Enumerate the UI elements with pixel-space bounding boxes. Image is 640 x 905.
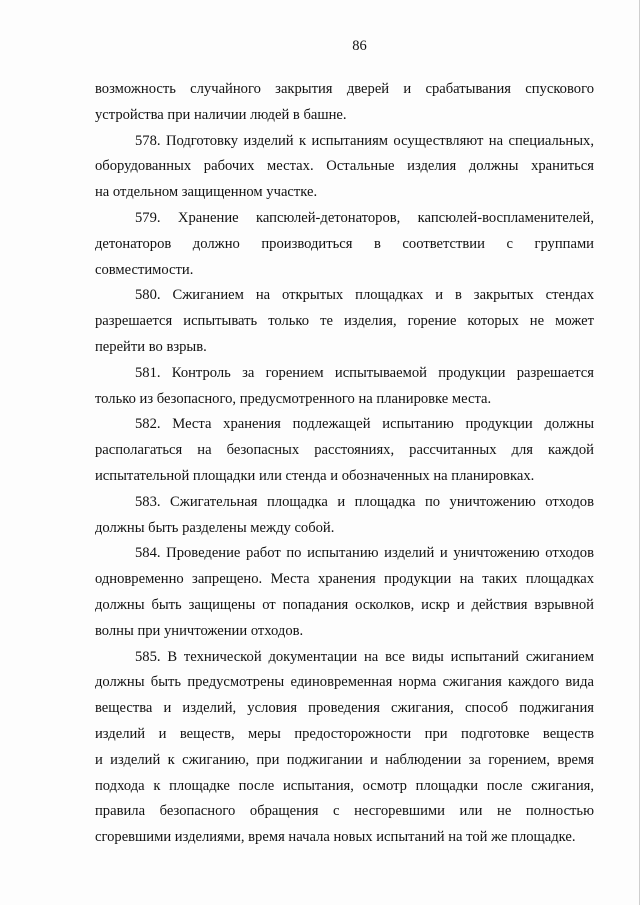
text-line: совместимости. [95, 261, 194, 278]
text-line: вещества и изделий, условия проведения сжигания, способ поджигания [95, 700, 594, 717]
text-line: изделий и веществ, меры предосторожности при подготовке веществ [95, 725, 594, 742]
text-line: одновременно запрещено. Места хранения продукции на таких площадках [95, 571, 594, 588]
text-line: возможность случайного закрытия дверей и срабатывания спускового [95, 81, 594, 97]
text-line: и изделий к сжиганию, при поджигании и наблюдении за горением, время [95, 751, 594, 768]
paragraph [95, 412, 594, 489]
text-line: 578. Подготовку изделий к испытаниям осуществляют на специальных, [135, 132, 594, 149]
text-line: на отдельном защищенном участке. [95, 184, 318, 201]
paragraph [95, 129, 594, 206]
text-line: устройства при наличии людей в башне. [95, 106, 347, 123]
text-line: должны быть защищены от попадания осколков, искр и действия взрывной [95, 596, 594, 613]
text-line: волны при уничтожении отходов. [95, 622, 304, 639]
text-line: должны быть разделены между собой. [95, 519, 335, 536]
document-body [95, 77, 594, 851]
text-line: 583. Сжигательная площадка и площадка по уничтожению отходов [135, 493, 594, 510]
text-line: должны быть предусмотрены единовременная норма сжигания каждого вида [95, 674, 594, 691]
text-line: 582. Места хранения подлежащей испытанию продукции должны [135, 416, 594, 433]
paragraph [95, 645, 594, 851]
text-line: подхода к площадке после испытания, осмотр площадки после сжигания, [95, 777, 594, 794]
text-line: сгоревшими изделиями, время начала новых испытаний на той же площадке. [95, 829, 576, 846]
text-line: 579. Хранение капсюлей-детонаторов, капсюлей-воспламенителей, [135, 209, 594, 226]
text-line: 580. Сжиганием на открытых площадках и в закрытых стендах [135, 287, 594, 304]
paragraph [95, 206, 594, 283]
paragraph [95, 541, 594, 644]
text-line: только из безопасного, предусмотренного на планировке места. [95, 390, 492, 407]
text-line: располагаться на безопасных расстояниях, рассчитанных для каждой [95, 442, 594, 459]
text-line: испытательной площадки или стенда и обозначенных на планировках. [95, 467, 535, 484]
text-line: разрешается испытывать только те изделия, горение которых не может [95, 313, 594, 330]
page-number: 86 [352, 38, 367, 54]
text-line: детонаторов должно производиться в соответствии с группами [95, 235, 594, 252]
text-line: правила безопасного обращения с несгоревшими или не полностью [95, 803, 594, 820]
paragraph [95, 77, 594, 129]
text-line: 585. В технической документации на все виды испытаний сжиганием [135, 648, 594, 665]
text-line: 581. Контроль за горением испытываемой продукции разрешается [135, 364, 594, 381]
text-line: 584. Проведение работ по испытанию изделий и уничтожению отходов [135, 545, 594, 562]
paragraph [95, 490, 594, 542]
text-line: оборудованных рабочих местах. Остальные изделия должны храниться [95, 158, 594, 175]
paragraph [95, 361, 594, 413]
paragraph [95, 283, 594, 360]
text-line: перейти во взрыв. [95, 338, 207, 355]
